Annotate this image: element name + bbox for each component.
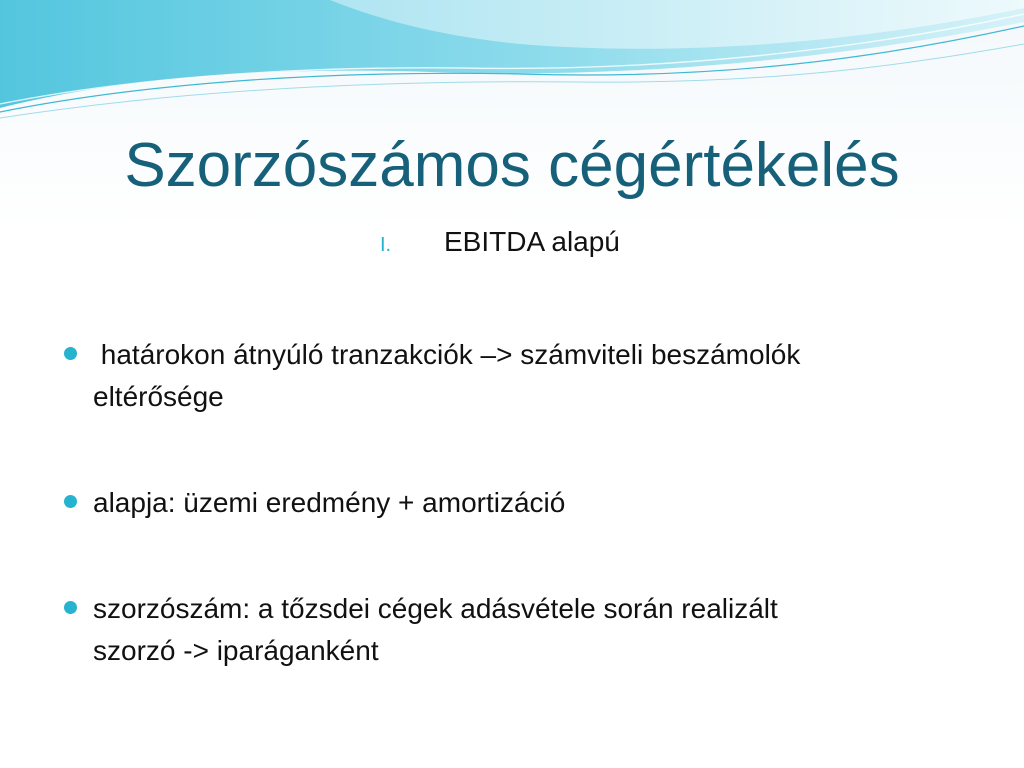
subtitle-text: EBITDA alapú bbox=[444, 226, 620, 257]
bullet-item bbox=[64, 334, 964, 418]
bullet-dot-icon bbox=[64, 347, 77, 360]
subtitle-numeral: I. bbox=[380, 234, 392, 256]
bullet-text-line-2: eltérősége bbox=[93, 381, 224, 412]
bullet-dot-icon bbox=[64, 601, 77, 614]
bullet-dot-icon bbox=[64, 495, 77, 508]
bullet-text-line-1: alapja: üzemi eredmény + amortizáció bbox=[93, 487, 566, 518]
wave-header-decoration bbox=[0, 0, 1024, 125]
bullet-item bbox=[64, 588, 964, 672]
subtitle-row bbox=[380, 226, 620, 266]
bullet-text-line-2: szorzó -> iparáganként bbox=[93, 635, 379, 666]
bullet-item bbox=[64, 482, 964, 524]
bullet-text-line-1: szorzószám: a tőzsdei cégek adásvétele során realizált bbox=[93, 593, 778, 624]
bullet-text-line-1: határokon átnyúló tranzakciók –> számviteli beszámolók bbox=[93, 339, 801, 370]
slide-title: Szorzószámos cégértékelés bbox=[124, 131, 900, 200]
